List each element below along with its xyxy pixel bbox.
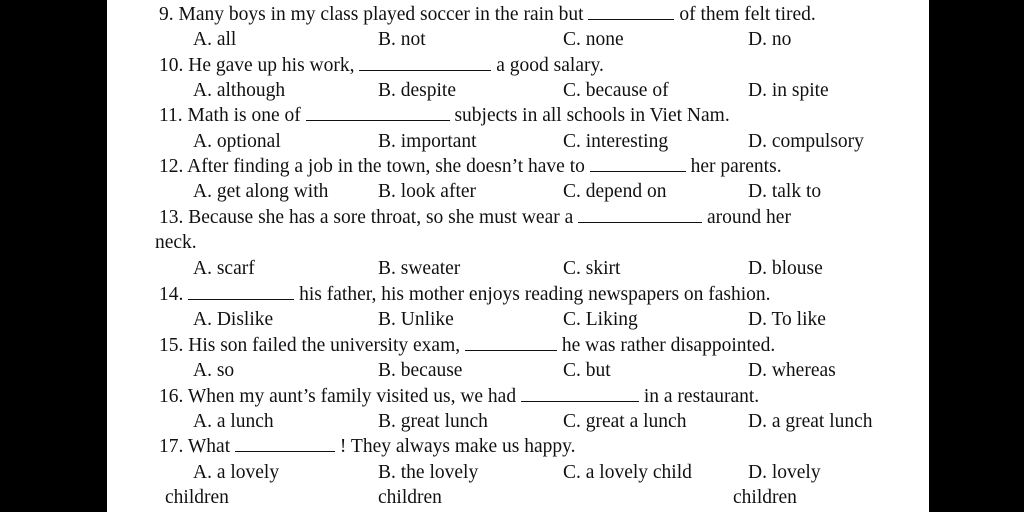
question-10-option-a: A. although (193, 80, 286, 101)
question-9-option-a: A. all (193, 29, 237, 50)
question-16-text-before: 16. When my aunt’s family visited us, we had (159, 386, 517, 407)
question-11-options (107, 129, 929, 154)
question-10-option-c: C. because of (563, 80, 669, 101)
question-10-text-after: a good salary. (496, 55, 604, 76)
question-15-text-after: he was rather disappointed. (561, 335, 776, 356)
question-17-option-d-continuation: children (733, 487, 797, 508)
question-14-option-c: C. Liking (563, 309, 638, 330)
question-13-stem-continuation (107, 230, 929, 255)
question-16-stem (107, 384, 929, 409)
question-16-options (107, 409, 929, 434)
question-14-blank (188, 282, 294, 300)
question-11-option-d: D. compulsory (748, 131, 864, 152)
question-9-option-d: D. no (748, 29, 792, 50)
question-16-option-d: D. a great lunch (748, 411, 873, 432)
question-11-text-after: subjects in all schools in Viet Nam. (454, 105, 730, 126)
question-12-text-after: her parents. (690, 156, 782, 177)
question-17-blank (235, 434, 335, 452)
question-10-stem (107, 53, 929, 78)
question-14-text-before: 14. (159, 284, 184, 305)
question-17-option-b: B. the lovely (378, 462, 479, 483)
question-10-blank (359, 53, 491, 71)
question-17-text-after: ! They always make us happy. (339, 436, 576, 457)
question-17-option-a-continuation: children (165, 487, 229, 508)
question-10-options (107, 78, 929, 103)
question-13-option-a: A. scarf (193, 258, 255, 279)
question-12-blank (590, 154, 686, 172)
question-11-text-before: 11. Math is one of (159, 105, 301, 126)
question-16-option-a: A. a lunch (193, 411, 274, 432)
question-11-blank (306, 103, 450, 121)
question-12-option-c: C. depend on (563, 181, 667, 202)
question-15-options (107, 358, 929, 383)
question-9-blank (588, 2, 674, 20)
question-12-option-d: D. talk to (748, 181, 822, 202)
question-17-option-a: A. a lovely (193, 462, 280, 483)
question-15-blank (465, 333, 557, 351)
question-14-option-a: A. Dislike (193, 309, 274, 330)
question-9-option-c: C. none (563, 29, 624, 50)
question-13-options (107, 256, 929, 281)
question-15-option-b: B. because (378, 360, 463, 381)
question-13-option-d: D. blouse (748, 258, 823, 279)
question-13-text-after: around her (707, 207, 791, 228)
question-16-text-after: in a restaurant. (643, 386, 760, 407)
question-13-text-continuation: neck. (155, 232, 197, 253)
question-11-option-c: C. interesting (563, 131, 669, 152)
worksheet-page (107, 0, 929, 512)
question-12-option-b: B. look after (378, 181, 477, 202)
question-16-option-c: C. great a lunch (563, 411, 687, 432)
question-14-stem (107, 282, 929, 307)
question-15-stem (107, 333, 929, 358)
question-12-text-before: 12. After finding a job in the town, she doesn’t have to (159, 156, 585, 177)
question-14-text-after: his father, his mother enjoys reading newspapers on fashion. (299, 284, 771, 305)
question-15-option-c: C. but (563, 360, 611, 381)
question-11-stem (107, 103, 929, 128)
question-9-options (107, 27, 929, 52)
question-12-options (107, 179, 929, 204)
question-16-blank (521, 384, 639, 402)
question-10-text-before: 10. He gave up his work, (159, 55, 355, 76)
question-9-option-b: B. not (378, 29, 426, 50)
question-12-option-a: A. get along with (193, 181, 329, 202)
question-15-option-a: A. so (193, 360, 235, 381)
question-9-stem (107, 2, 929, 27)
question-17-stem (107, 434, 929, 459)
question-13-option-c: C. skirt (563, 258, 621, 279)
question-13-blank (578, 205, 702, 223)
question-17-options (107, 460, 929, 485)
question-13-stem (107, 205, 929, 230)
question-14-option-d: D. To like (748, 309, 826, 330)
question-17-text-before: 17. What (159, 436, 231, 457)
question-15-option-d: D. whereas (748, 360, 836, 381)
question-9-text-after: of them felt tired. (679, 4, 816, 25)
question-17-options-continuation (107, 485, 929, 510)
question-16-option-b: B. great lunch (378, 411, 488, 432)
question-17-option-b-continuation: children (378, 487, 442, 508)
question-10-option-b: B. despite (378, 80, 456, 101)
question-17-option-c: C. a lovely child (563, 462, 692, 483)
question-15-text-before: 15. His son failed the university exam, (159, 335, 461, 356)
question-13-option-b: B. sweater (378, 258, 461, 279)
question-11-option-a: A. optional (193, 131, 281, 152)
question-9-text-before: 9. Many boys in my class played soccer in the rain but (159, 4, 584, 25)
question-14-option-b: B. Unlike (378, 309, 454, 330)
question-11-option-b: B. important (378, 131, 477, 152)
question-10-option-d: D. in spite (748, 80, 829, 101)
question-12-stem (107, 154, 929, 179)
question-13-text-before: 13. Because she has a sore throat, so she must wear a (159, 207, 574, 228)
question-14-options (107, 307, 929, 332)
question-17-option-d: D. lovely (748, 462, 821, 483)
